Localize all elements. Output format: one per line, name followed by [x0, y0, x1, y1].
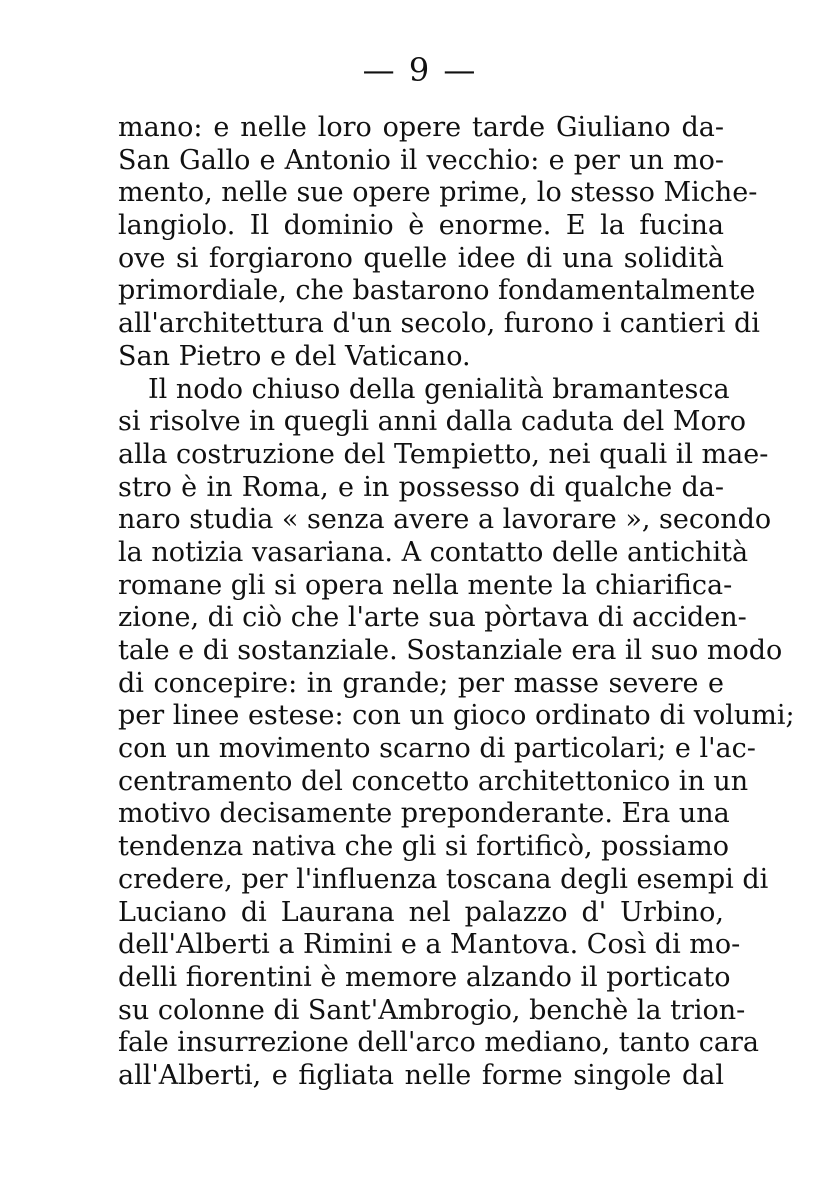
text-line: Luciano di Laurana nel palazzo d' Urbino,: [118, 896, 724, 928]
text-line: San Gallo e Antonio il vecchio: e per un mo-: [118, 144, 724, 176]
text-line: delli fiorentini è memore alzando il porticato: [118, 961, 731, 993]
text-line: romane gli si opera nella mente la chiarifica-: [118, 569, 733, 601]
body-text: [118, 112, 795, 1093]
text-line: la notizia vasariana. A contatto delle antichità: [118, 536, 749, 568]
text-line: all'Alberti, e figliata nelle forme singole dal: [118, 1059, 724, 1091]
text-line: per linee estese: con un gioco ordinato di volumi;: [118, 700, 795, 732]
text-line: naro studia « senza avere a lavorare », secondo: [118, 504, 772, 536]
text-line: di concepire: in grande; per masse severe e: [118, 667, 724, 699]
text-line: credere, per l'influenza toscana degli esempi di: [118, 863, 769, 895]
text-line: tale e di sostanziale. Sostanziale era il suo modo: [118, 635, 783, 666]
text-line: su colonne di Sant'Ambrogio, benchè la trion-: [118, 994, 746, 1026]
text-line: langiolo. Il dominio è enorme. E la fucina: [118, 210, 724, 242]
paragraph-first-line: Il nodo chiuso della genialità bramantesca: [148, 373, 730, 405]
text-line: ove si forgiarono quelle idee di una solidità: [118, 242, 724, 274]
text-line: motivo decisamente preponderante. Era una: [118, 798, 730, 830]
text-line: dell'Alberti a Rimini e a Mantova. Così di mo-: [118, 929, 741, 961]
text-line: all'architettura d'un secolo, furono i cantieri di: [118, 308, 760, 340]
text-line: mano: e nelle loro opere tarde Giuliano da-: [118, 112, 724, 143]
text-line: stro è in Roma, e in possesso di qualche da-: [118, 471, 724, 503]
text-line: centramento del concetto architettonico in un: [118, 765, 749, 797]
page-number: — 9 —: [362, 51, 478, 89]
text-line: si risolve in quegli anni dalla caduta del Moro: [118, 406, 746, 438]
text-line: mento, nelle sue opere prime, lo stesso Miche-: [118, 177, 758, 209]
text-line: fale insurrezione dell'arco mediano, tanto cara: [118, 1027, 759, 1059]
text-line: con un movimento scarno di particolari; e l'ac-: [118, 733, 756, 765]
text-line: San Pietro e del Vaticano.: [118, 340, 471, 372]
text-line: primordiale, che bastarono fondamentalmente: [118, 275, 756, 307]
text-line: tendenza nativa che gli si fortificò, possiamo: [118, 831, 729, 863]
text-line: alla costruzione del Tempietto, nei quali il mae-: [118, 438, 769, 470]
text-line: zione, di ciò che l'arte sua pòrtava di acciden-: [118, 602, 747, 634]
